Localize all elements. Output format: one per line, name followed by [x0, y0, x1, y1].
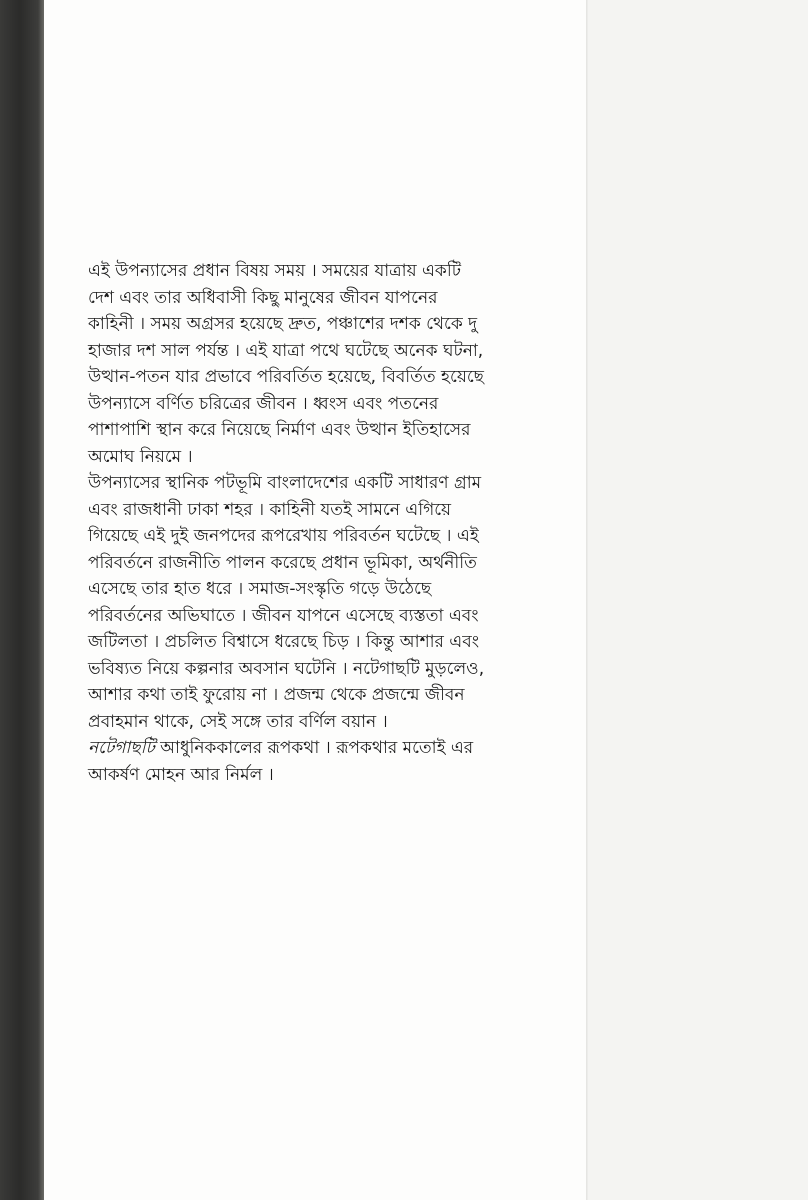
blurb-line: পরিবর্তনে রাজনীতি পালন করেছে প্রধান ভূমিকা, অর্থনীতি [88, 552, 477, 573]
blurb-line: প্রবাহমান থাকে, সেই সঙ্গে তার বর্ণিল বয়ান । [88, 711, 388, 732]
blurb-line: অমোঘ নিয়মে । [88, 446, 193, 467]
blurb-line: দেশ এবং তার অধিবাসী কিছু মানুষের জীবন যাপনের [88, 287, 438, 308]
blurb-line: গিয়েছে এই দুই জনপদের রূপরেখায় পরিবর্তন ঘটেছে । এই [88, 526, 479, 546]
blurb-line-rest: আধুনিককালের রূপকথা । রূপকথার মতোই এর [154, 738, 474, 758]
blurb-line [88, 735, 568, 762]
blurb-line: পরিবর্তনের অভিঘাতে । জীবন যাপনে এসেছে ব্যস্ততা এবং [88, 605, 479, 626]
book-spine [0, 0, 44, 1200]
blurb-line: উপন্যাসে বর্ণিত চরিত্রের জীবন । ধ্বংস এবং পতনের [88, 393, 439, 414]
blurb-line: আশার কথা তাই ফুরোয় না । প্রজন্ম থেকে প্রজন্মে জীবন [88, 685, 465, 705]
blurb-line: পাশাপাশি স্থান করে নিয়েছে নির্মাণ এবং উত্থান ইতিহাসের [88, 420, 471, 440]
blurb-line: এসেছে তার হাত ধরে । সমাজ-সংস্কৃতি গড়ে উঠেছে [88, 579, 432, 599]
blurb-line: আকর্ষণ মোহন আর নির্মল । [88, 764, 274, 785]
blurb-line: ভবিষ্যত নিয়ে কল্পনার অবসান ঘটেনি । নটেগাছটি মুড়লেও, [88, 658, 485, 679]
blurb-line: এবং রাজধানী ঢাকা শহর । কাহিনী যতই সামনে এগিয়ে [88, 499, 452, 520]
inner-flap [588, 0, 808, 1200]
book-title-italic: নটেগাছটি [88, 738, 155, 758]
blurb-line: উত্থান-পতন যার প্রভাবে পরিবর্তিত হয়েছে, বিবর্তিত হয়েছে [88, 367, 484, 387]
blurb-line: এই উপন্যাসের প্রধান বিষয় সময় । সময়ের যাত্রায় একটি [88, 261, 461, 281]
blurb-line: কাহিনী । সময় অগ্রসর হয়েছে দ্রুত, পঞ্চাশের দশক থেকে দু [88, 314, 478, 334]
blurb-line: উপন্যাসের স্থানিক পটভূমি বাংলাদেশের একটি সাধারণ গ্রাম [88, 473, 482, 493]
blurb-text [88, 258, 568, 788]
blurb-line: হাজার দশ সাল পর্যন্ত । এই যাত্রা পথে ঘটেছে অনেক ঘটনা, [88, 340, 484, 361]
blurb-line: জটিলতা । প্রচলিত বিশ্বাসে ধরেছে চিড় । কিন্তু আশার এবং [88, 632, 480, 652]
